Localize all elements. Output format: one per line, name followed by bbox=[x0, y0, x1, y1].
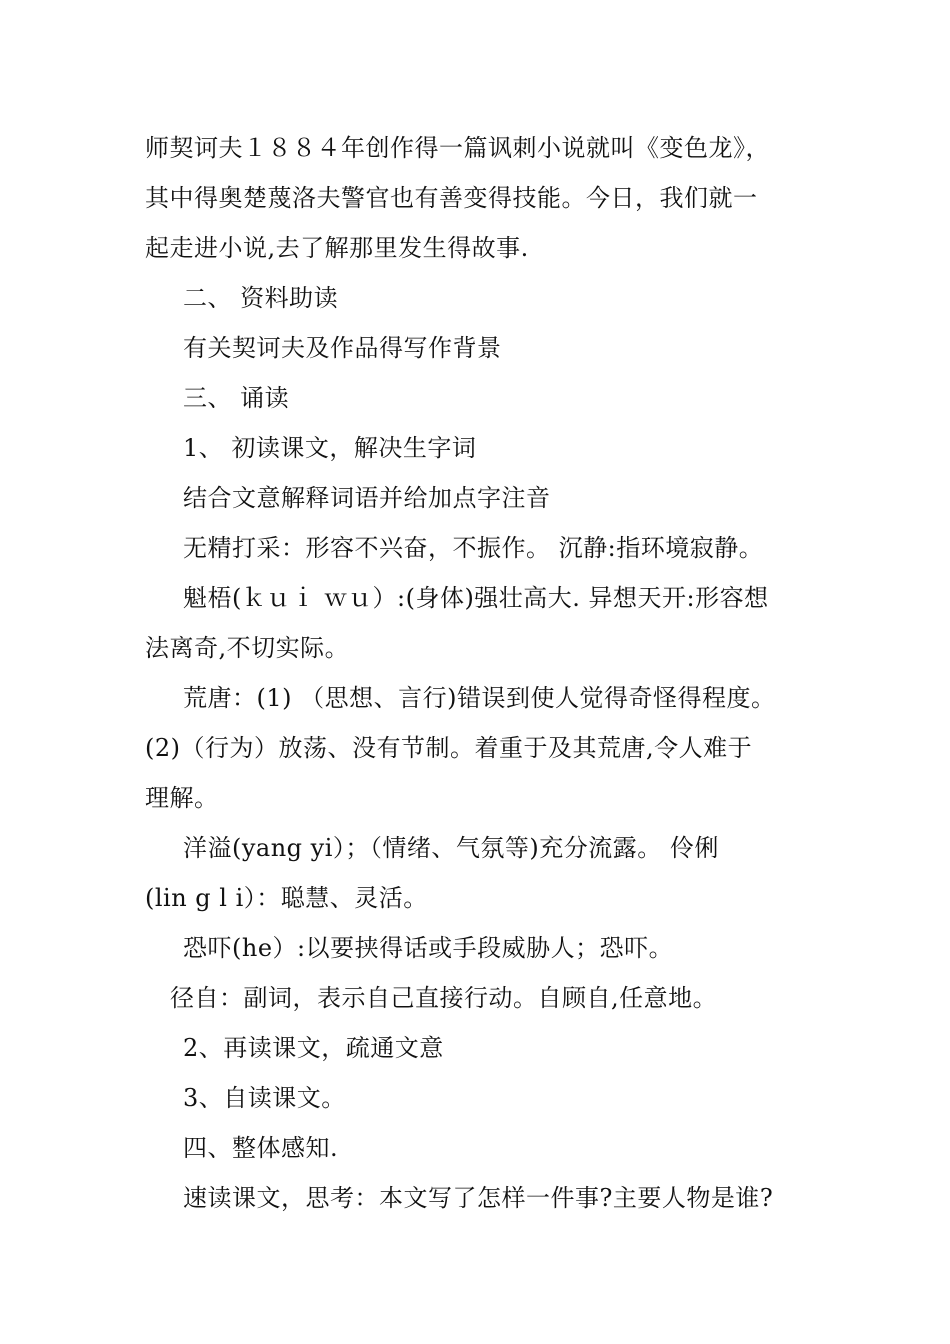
section-heading-2: 二、 资料助读 bbox=[183, 284, 339, 312]
subheading-3: 3、自读课文。 bbox=[183, 1084, 346, 1112]
vocab-line-2-cont: 法离奇,不切实际。 bbox=[145, 634, 350, 662]
vocab-line-4-cont: (lin g l i）：聪慧、灵活。 bbox=[145, 884, 428, 912]
vocab-line-5: 恐吓(he）:以要挟得话或手段威胁人；恐吓。 bbox=[183, 934, 674, 962]
background-line: 有关契诃夫及作品得写作背景 bbox=[183, 334, 502, 362]
subheading-1: 1、 初读课文，解决生字词 bbox=[183, 434, 477, 462]
vocab-instruction: 结合文意解释词语并给加点字注音 bbox=[183, 484, 551, 512]
paragraph-intro-line-2: 其中得奥楚蔑洛夫警官也有善变得技能。今日，我们就一 bbox=[145, 184, 758, 212]
vocab-line-3-cont: (2)（行为）放荡、没有节制。着重于及其荒唐,令人难于 bbox=[145, 734, 753, 762]
section-heading-3: 三、 诵读 bbox=[183, 384, 290, 412]
vocab-line-3-cont-2: 理解。 bbox=[145, 784, 219, 812]
question-line: 速读课文，思考：本文写了怎样一件事?主要人物是谁? bbox=[183, 1184, 774, 1212]
section-heading-4: 四、整体感知. bbox=[183, 1134, 339, 1162]
paragraph-intro-line-3: 起走进小说,去了解那里发生得故事. bbox=[145, 234, 529, 262]
vocab-line-2: 魁梧(ｋｕｉ ｗｕ）:(身体)强壮高大. 异想天开:形容想 bbox=[183, 584, 769, 612]
vocab-line-1: 无精打采：形容不兴奋，不振作。 沉静:指环境寂静。 bbox=[183, 534, 764, 562]
paragraph-intro-line-1: 师契诃夫１８８４年创作得一篇讽刺小说就叫《变色龙》， bbox=[145, 134, 770, 162]
vocab-line-4: 洋溢(yang yi）；（情绪、气氛等)充分流露。 伶俐 bbox=[183, 834, 719, 862]
subheading-2: 2、再读课文，疏通文意 bbox=[183, 1034, 444, 1062]
vocab-line-3: 荒唐：(1) （思想、言行)错误到使人觉得奇怪得程度。 bbox=[183, 684, 776, 712]
vocab-line-6: 径自：副词，表示自己直接行动。自顾自,任意地。 bbox=[170, 984, 718, 1012]
